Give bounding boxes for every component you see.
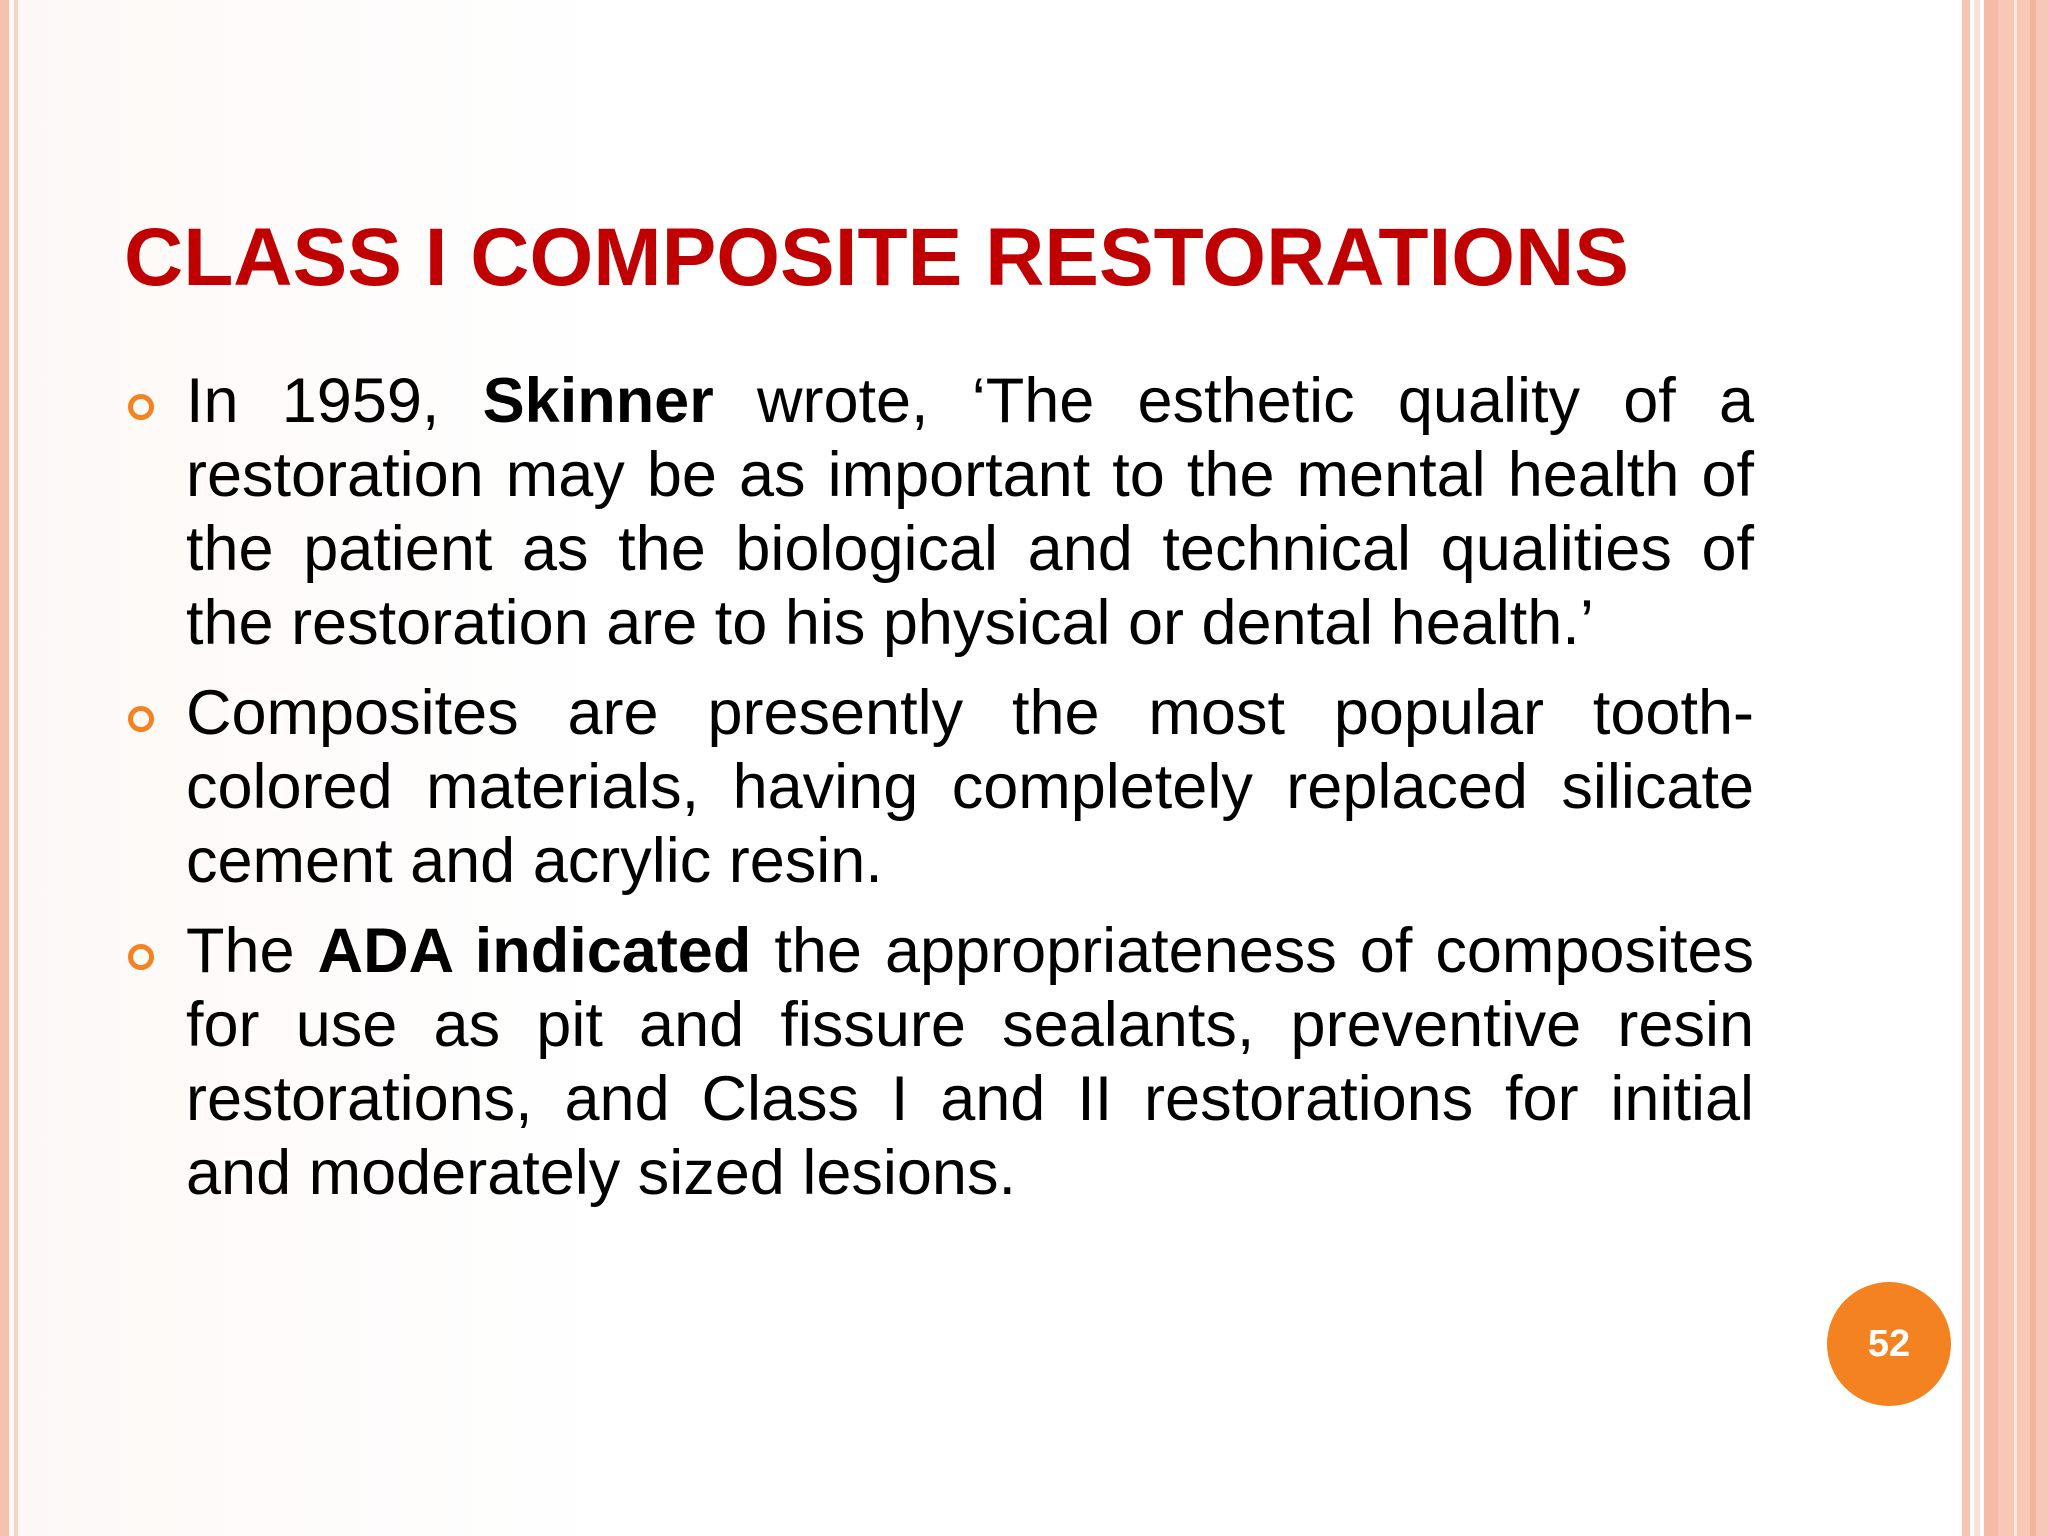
right-stripe-decoration (2030, 0, 2036, 1536)
bullet-text-part: wrote, ‘The esthetic quality of a restoration may be as important to the mental health of the patient as the biological and technical qualities of the restoration are to his physical or dental health.’ (186, 366, 1755, 658)
slide-title: CLASS I COMPOSITE RESTORATIONS (124, 212, 1629, 303)
right-stripe-decoration (2014, 0, 2017, 1536)
bullet-list (124, 364, 1754, 1226)
right-stripe-decoration (1984, 0, 1998, 1536)
bullet-text-part: Composites are presently the most popular tooth-colored materials, having completely replaced silicate cement and acrylic resin. (186, 678, 1754, 896)
right-stripe-decoration (1962, 0, 1970, 1536)
bullet-text (186, 364, 1754, 660)
bullet-ring-icon (128, 394, 154, 420)
bullet-text-bold: Skinner (482, 366, 714, 436)
bullet-text-part: The (186, 916, 318, 986)
bullet-item (124, 676, 1754, 898)
bullet-text-bold: ADA indicated (317, 916, 752, 986)
bullet-item (124, 364, 1754, 660)
right-stripe-decoration (1974, 0, 1980, 1536)
bullet-ring-icon (128, 944, 154, 970)
bullet-text (186, 914, 1754, 1210)
right-stripe-decoration (1998, 0, 2048, 1536)
bullet-text-part: the appropriateness of composites for use as pit and fissure sealants, preventive resin restorations, and Class I and II restorations for initial and moderately sized lesions. (186, 916, 1755, 1208)
page-number-badge: 52 (1827, 1282, 1951, 1406)
bullet-text-part: In 1959, (186, 366, 483, 436)
left-border-decoration-inner (14, 0, 18, 1536)
left-border-decoration (0, 0, 9, 1536)
bullet-ring-icon (128, 706, 154, 732)
bullet-text (186, 676, 1754, 898)
bullet-item (124, 914, 1754, 1210)
